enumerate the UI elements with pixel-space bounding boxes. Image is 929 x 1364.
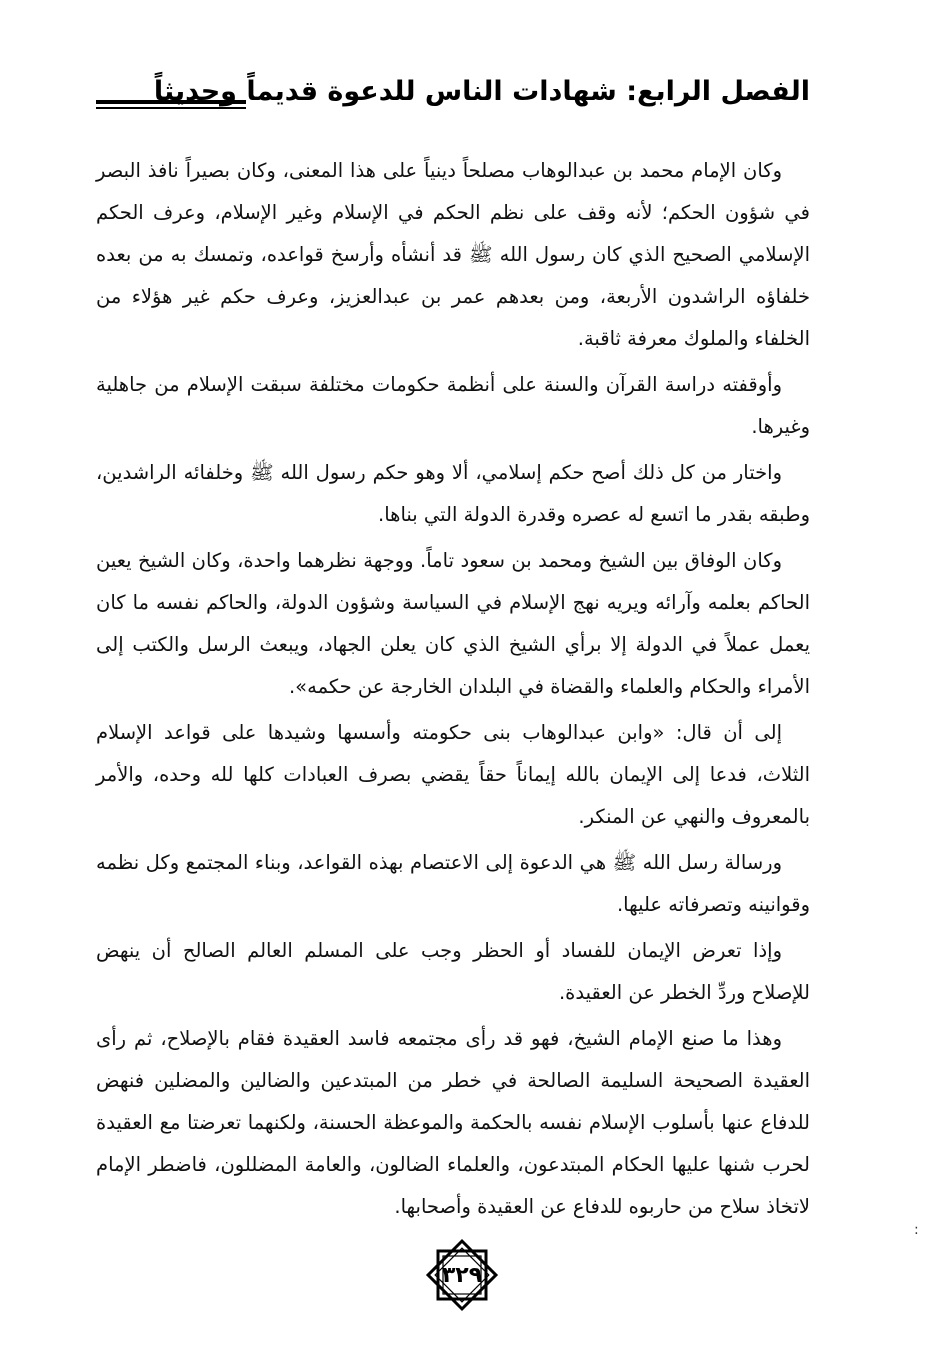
body-text xyxy=(96,150,810,1232)
paragraph: وأوقفته دراسة القرآن والسنة على أنظمة حكومات مختلفة سبقت الإسلام من جاهلية وغيرها. xyxy=(96,373,810,438)
paragraph: وهذا ما صنع الإمام الشيخ، فهو قد رأى مجتمعه فاسد العقيدة فقام بالإصلاح، ثم رأى العقيدة الصحيحة السليمة الصالحة في خطر من المبتدعين والضالين والمضلين فنهض للدفاع عنها بأسلوب الإسلام نفسه بالحكمة والموعظة الحسنة، ولكنهما تعرضتا مع العقيدة لحرب شنها عليها الحكام المبتدعون، والعلماء الضالون، والعامة المضللون، فاضطر الإمام لاتخاذ سلاح من حاربوه للدفاع عن العقيدة وأصحابها. xyxy=(96,1027,810,1218)
running-header xyxy=(96,72,810,120)
header-rule-thin xyxy=(96,107,246,109)
paragraph: إلى أن قال: «وابن عبدالوهاب بنى حكومته وأسسها وشيدها على قواعد الإسلام الثلاث، فدعا إلى الإيمان بالله إيماناً حقاً يقضي بصرف العبادات كلها لله وحده، والأمر بالمعروف والنهي عن المنكر. xyxy=(96,721,810,828)
paragraph: واختار من كل ذلك أصح حكم إسلامي، ألا وهو حكم رسول الله ﷺ وخلفائه الراشدين، وطبقه بقدر ما اتسع له عصره وقدرة الدولة التي بناها. xyxy=(96,461,810,526)
paragraph: وإذا تعرض الإيمان للفساد أو الحظر وجب على المسلم العالم الصالح أن ينهض للإصلاح وردِّ الخطر عن العقيدة. xyxy=(96,939,810,1004)
page-number: ٣٢٩ xyxy=(441,1262,483,1288)
paragraph: وكان الوفاق بين الشيخ ومحمد بن سعود تاماً. ووجهة نظرهما واحدة، وكان الشيخ يعين الحاكم بعلمه وآرائه ويريه نهج الإسلام في السياسة وشؤون الدولة، والحاكم نفسه ما كان يعمل عملاً في الدولة إلا برأي الشيخ الذي كان يعلن الجهاد، ويبعث الرسل والكتب إلى الأمراء والحكام والعلماء والقضاة في البلدان الخارجة عن حكمه». xyxy=(96,549,810,698)
page-number-ornament xyxy=(420,1233,504,1317)
margin-mark: : xyxy=(914,1222,919,1238)
paragraph: ورسالة رسل الله ﷺ هي الدعوة إلى الاعتصام بهذه القواعد، وبناء المجتمع وكل نظمه وقوانينه وتصرفاته عليها. xyxy=(96,851,810,916)
chapter-title: الفصل الرابع: شهادات الناس للدعوة قديماً وحديثاً xyxy=(153,76,810,107)
paragraph: وكان الإمام محمد بن عبدالوهاب مصلحاً دينياً على هذا المعنى، وكان بصيراً نافذ البصر في شؤون الحكم؛ لأنه وقف على نظم الحكم في الإسلام وغير الإسلام، وعرف الحكم الإسلامي الصحيح الذي كان رسول الله ﷺ قد أنشأه وأرسخ قواعده، وتمسك به من بعده خلفاؤه الراشدون الأربعة، ومن بعدهم عمر بن عبدالعزيز، وعرف حكم غير هؤلاء من الخلفاء والملوك معرفة ثاقبة. xyxy=(96,159,810,350)
